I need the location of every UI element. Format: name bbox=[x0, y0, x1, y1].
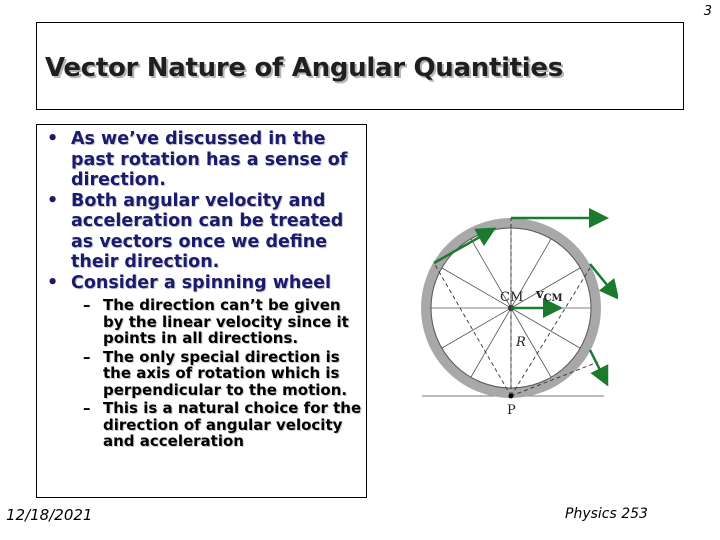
slide-title: Vector Nature of Angular Quantities bbox=[45, 53, 563, 83]
vcm-label: $v_{CM}$ bbox=[536, 287, 563, 304]
page-number: 3 bbox=[703, 4, 712, 19]
contact-point bbox=[509, 394, 514, 399]
sub-bullet-text: This is a natural choice for the direction of angular velocity and acceleration bbox=[103, 399, 362, 450]
spinning-wheel-diagram bbox=[418, 200, 618, 422]
bullet-list bbox=[41, 129, 363, 452]
bullet-item bbox=[41, 129, 363, 191]
sub-bullet-list bbox=[71, 297, 363, 450]
bullet-marker: • bbox=[47, 129, 59, 149]
radius-label: R bbox=[516, 335, 526, 350]
footer-date: 12/18/2021 bbox=[6, 506, 93, 524]
bullet-text: Consider a spinning wheel bbox=[71, 272, 332, 293]
content-box bbox=[36, 124, 367, 498]
bullet-text: Both angular velocity and acceleration can be treated as vectors once we define their direction. bbox=[71, 190, 344, 272]
bullet-marker: • bbox=[47, 272, 59, 293]
sub-bullet-text: The only special direction is the axis of rotation which is perpendicular to the motion. bbox=[103, 347, 348, 399]
bullet-marker: • bbox=[47, 190, 59, 211]
bullet-item bbox=[41, 191, 363, 273]
cm-label: CM bbox=[500, 290, 524, 305]
sub-bullet-marker: – bbox=[83, 296, 91, 314]
sub-bullet-item bbox=[71, 297, 363, 347]
bullet-item bbox=[41, 273, 363, 450]
sub-bullet-marker: – bbox=[83, 347, 91, 366]
bullet-text: As we’ve discussed in the past rotation has a sense of direction. bbox=[71, 129, 348, 190]
sub-bullet-item bbox=[71, 400, 363, 450]
footer-course: Physics 253 bbox=[565, 506, 648, 522]
title-box bbox=[36, 22, 684, 110]
sub-bullet-item bbox=[71, 349, 363, 399]
sub-bullet-marker: – bbox=[83, 399, 91, 417]
sub-bullet-text: The direction can’t be given by the linear velocity since it points in all directions. bbox=[103, 296, 349, 347]
contact-label: P bbox=[507, 403, 516, 418]
